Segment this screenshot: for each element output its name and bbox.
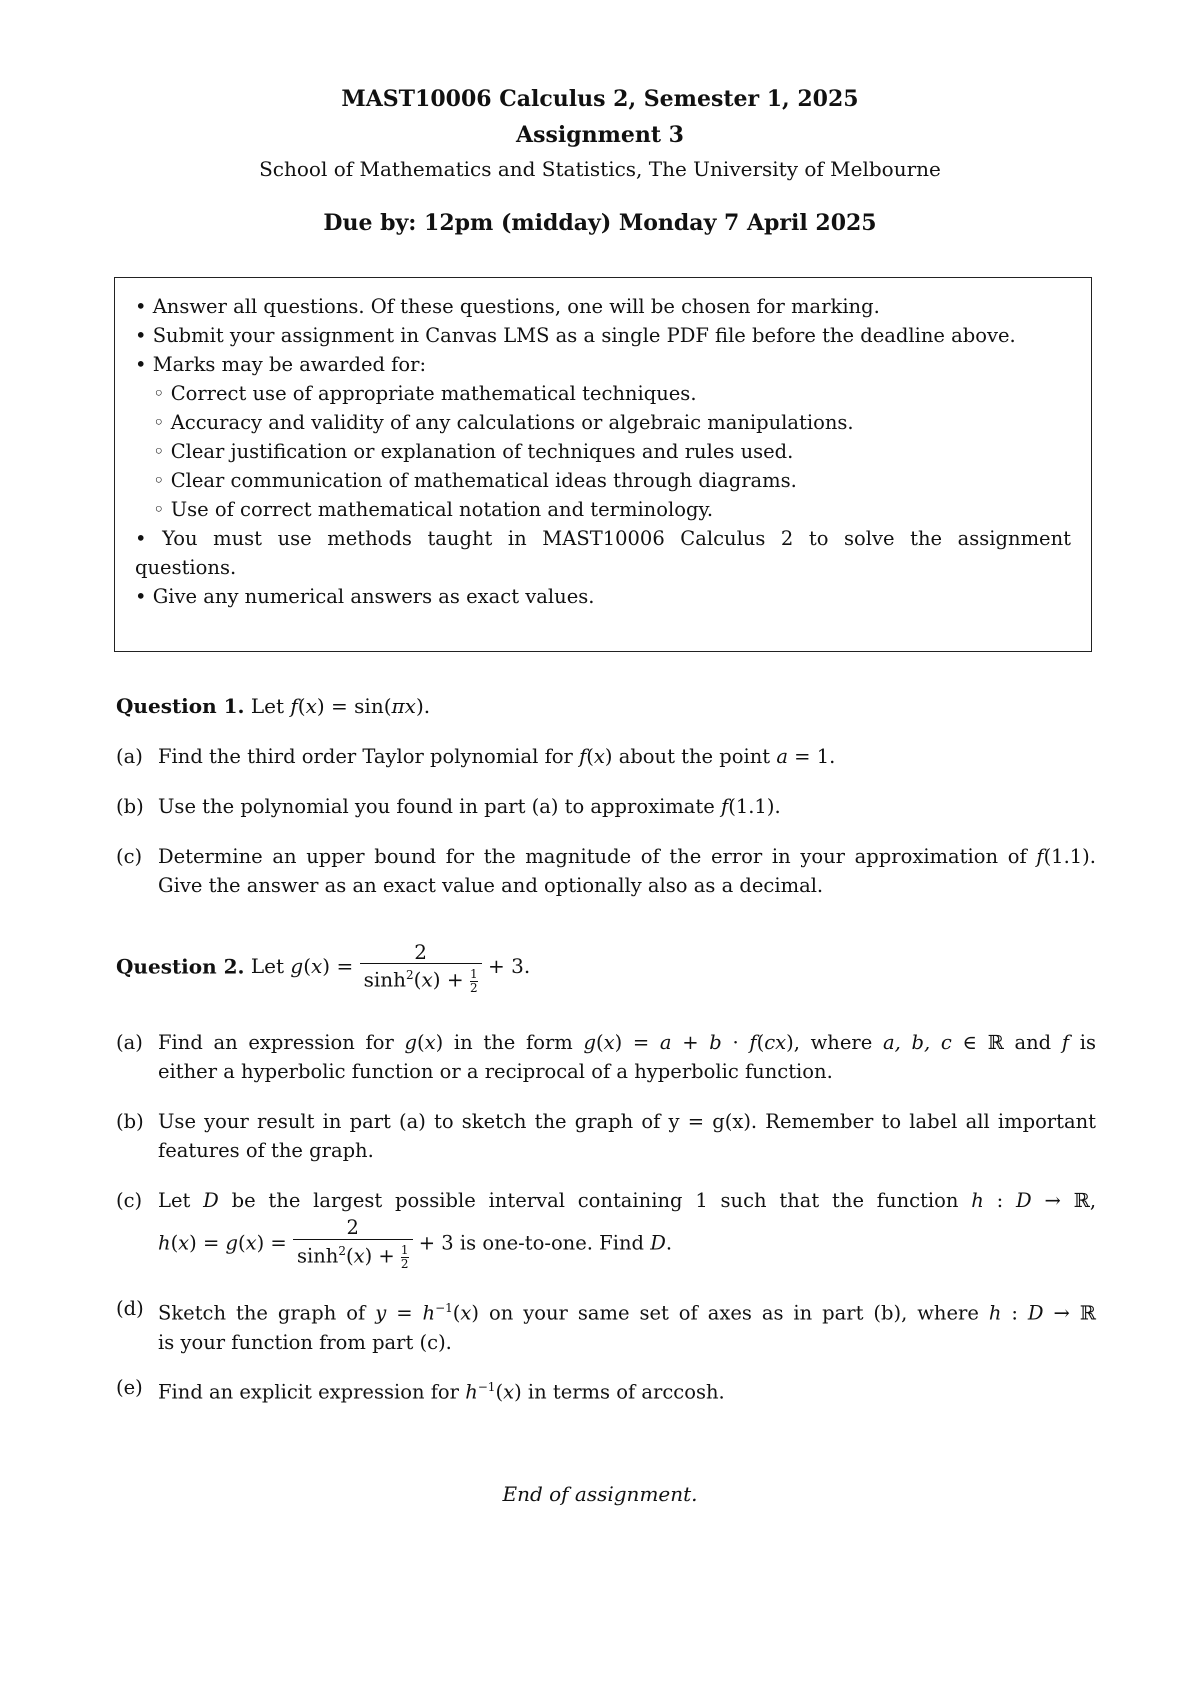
instructions-box [114, 277, 1092, 652]
question-1-heading: Question 1. [116, 694, 245, 718]
question-1 [116, 694, 430, 718]
instruction-item-continued: questions. [135, 556, 237, 579]
instruction-item: • Submit your assignment in Canvas LMS as a single PDF file before the deadline above. [135, 324, 1016, 347]
question-2-heading: Question 2. [116, 954, 245, 979]
q2-part-a: (a) Find an expression for g(x) in the form g(x) = a + b · f(cx), where a, b, c ∈ ℝ and f is either a hyperbolic function or a reciprocal of a hyperbolic function. [116, 1031, 1096, 1083]
question-2-statement: Let g(x) = 2 $\sinh^2(x)$ + $\frac{1}{2}$ + 3. [250, 940, 531, 995]
q1-part-a: (a) Find the third order Taylor polynomial for f(x) about the point a = 1. [116, 745, 836, 768]
assignment-number: Assignment 3 [516, 122, 684, 148]
instruction-subitem: ◦ Clear communication of mathematical ideas through diagrams. [153, 469, 797, 492]
q1-part-c: (c) Determine an upper bound for the magnitude of the error in your approximation of f(1.1). Give the answer as an exact value and optionally also as a decimal. [116, 845, 1096, 897]
instruction-item: • Give any numerical answers as exact values. [135, 585, 595, 608]
end-of-assignment: End of assignment. [502, 1482, 698, 1506]
school-name: School of Mathematics and Statistics, The University of Melbourne [259, 157, 941, 181]
instruction-subitem: ◦ Correct use of appropriate mathematical techniques. [153, 382, 697, 405]
instruction-item: • Answer all questions. Of these questions, one will be chosen for marking. [135, 295, 880, 318]
instruction-item: • Marks may be awarded for: [135, 353, 427, 376]
q2-part-e: (e) Find an explicit expression for $h^{-1}(x)$ in terms of arccosh. [116, 1376, 725, 1404]
instruction-item: • You must use methods taught in MAST10006 Calculus 2 to solve the assignment [135, 527, 1071, 550]
instruction-subitem: ◦ Accuracy and validity of any calculations or algebraic manipulations. [153, 411, 854, 434]
instruction-subitem: ◦ Use of correct mathematical notation and terminology. [153, 498, 714, 521]
q1-part-b: (b) Use the polynomial you found in part (a) to approximate f(1.1). [116, 795, 781, 818]
document-title: MAST10006 Calculus 2, Semester 1, 2025 [341, 86, 859, 112]
question-2 [116, 941, 530, 995]
due-date: Due by: 12pm (midday) Monday 7 April 2025 [323, 210, 877, 236]
instruction-subitem: ◦ Clear justification or explanation of techniques and rules used. [153, 440, 794, 463]
q2-part-b: (b) Use your result in part (a) to sketch the graph of y = g(x). Remember to label all important features of the graph. [116, 1110, 1096, 1162]
question-1-statement: Let f(x) = sin(πx). [250, 694, 431, 718]
q2-part-d: (d) Sketch the graph of $y = h^{-1}(x)$ on your same set of axes as in part (b), where h : D → ℝ is your function from part (c). [116, 1297, 1096, 1354]
q2-part-c: (c) Let D be the largest possible interval containing 1 such that the function h : D → ℝ, h(x) = g(x) = 2 $\sinh^2(x)$ + $\frac{1}{2}$ + 3 is one-to-one. Find D. [116, 1189, 1097, 1271]
